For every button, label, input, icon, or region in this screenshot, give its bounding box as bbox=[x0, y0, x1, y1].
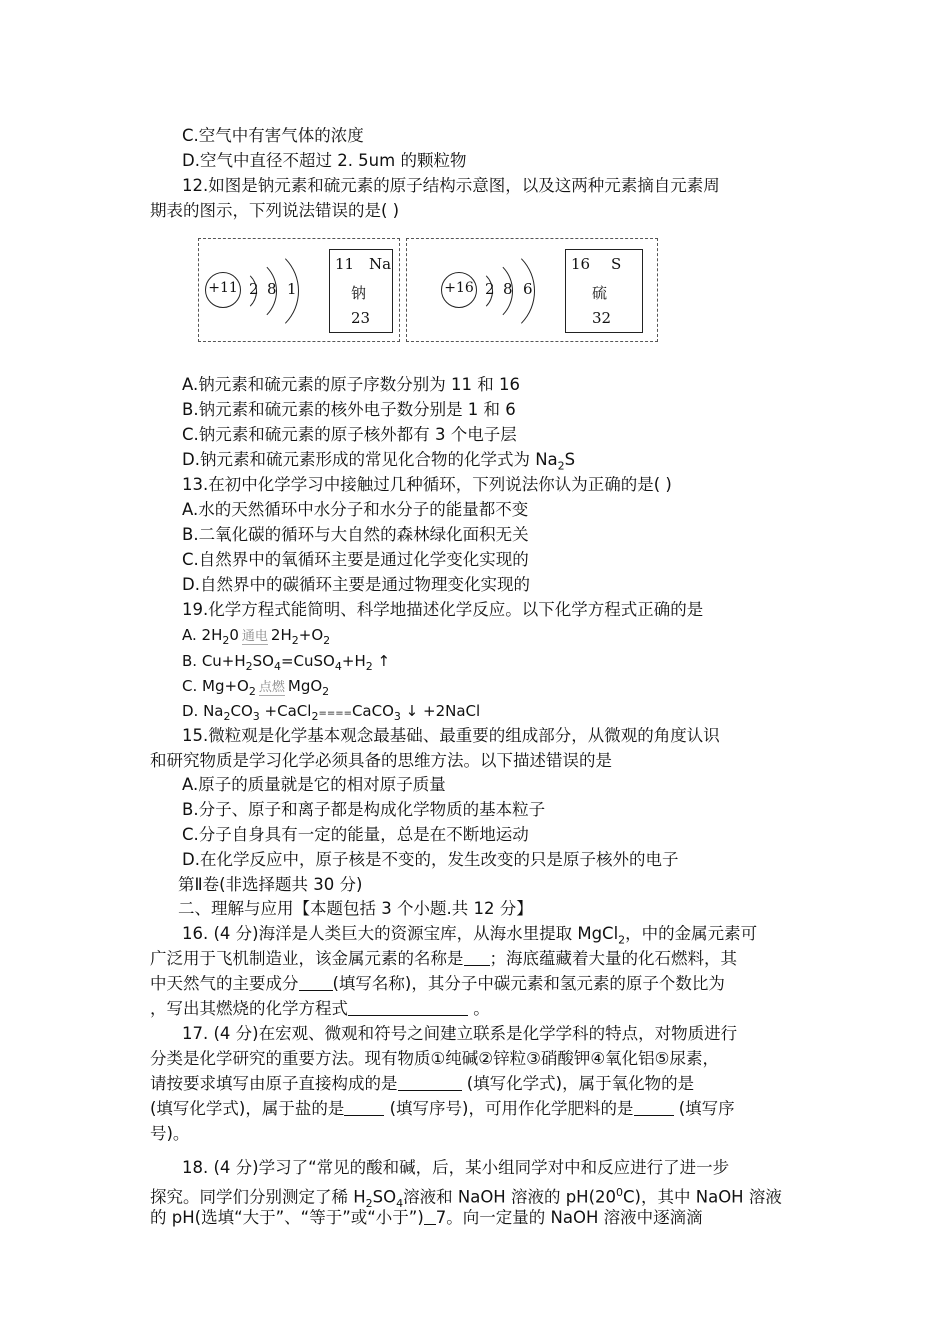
q13-option-b: B.二氧化碳的循环与大自然的森林绿化面积无关 bbox=[182, 525, 529, 544]
option-c-text: C.空气中有害气体的浓度 bbox=[182, 126, 364, 145]
q13-option-d: D.自然界中的碳循环主要是通过物理变化实现的 bbox=[182, 575, 530, 594]
sodium-atomic-mass: 23 bbox=[351, 309, 371, 327]
question-12-line2: 期表的图示，下列说法错误的是( ) bbox=[150, 201, 400, 220]
equation-c: C. $Mg+O_2$ 点燃 MgO$_2$ bbox=[182, 677, 330, 698]
answer-blank-gas-component[interactable] bbox=[299, 974, 333, 991]
question-15-line1: 15.微粒观是化学基本观念最基础、最重要的组成部分，从微观的角度认识 bbox=[182, 726, 720, 745]
sulfur-name: 硫 bbox=[592, 284, 608, 302]
answer-blank-salt[interactable] bbox=[344, 1099, 384, 1116]
sulfur-shell-1-count: 2 bbox=[485, 280, 495, 298]
answer-blank-ph[interactable] bbox=[424, 1208, 436, 1225]
q12-option-c: C.钠元素和硫元素的原子核外都有 3 个电子层 bbox=[182, 425, 517, 444]
q16-line4: ，写出其燃烧的化学方程式 。 bbox=[150, 999, 490, 1018]
option-d-text: D.空气中直径不超过 2. 5um 的颗粒物 bbox=[182, 151, 467, 170]
sulfur-atomic-number: 16 bbox=[571, 255, 591, 273]
q12-option-d: D.钠元素和硫元素形成的常见化合物的化学式为 $Na_2S$ bbox=[182, 450, 576, 473]
q16-line3: 中天然气的主要成分 (填写名称)，其分子中碳元素和氢元素的原子个数比为 bbox=[150, 974, 725, 993]
sulfur-figure-box bbox=[406, 238, 658, 342]
q17-line3: 请按要求填写由原子直接构成的是 (填写化学式)，属于氧化物的是 bbox=[150, 1074, 695, 1093]
q15-option-d: D.在化学反应中，原子核是不变的，发生改变的只是原子核外的电子 bbox=[182, 850, 679, 869]
sodium-nucleus-label: +11 bbox=[208, 280, 238, 296]
sodium-shell-2-count: 8 bbox=[267, 280, 277, 298]
q16-line1: 16. (4 分)海洋是人类巨大的资源宝库，从海水里提取 MgCl$_2$，中的金属元素可 bbox=[182, 924, 758, 947]
q17-line5: 号)。 bbox=[150, 1124, 190, 1143]
part-2-heading: 第Ⅱ卷(非选择题共 30 分) bbox=[178, 875, 363, 894]
q18-line1: 18. (4 分)学习了“常见的酸和碱，后，某小组同学对中和反应进行了进一步 bbox=[182, 1158, 730, 1177]
q18-line3: 的 pH(选填“大于”、“等于”或“小于”) 7。向一定量的 NaOH 溶液中逐滴滴 bbox=[150, 1208, 703, 1227]
question-12-line1: 12.如图是钠元素和硫元素的原子结构示意图，以及这两种元素摘自元素周 bbox=[182, 176, 720, 195]
sodium-shell-3-count: 1 bbox=[287, 280, 297, 298]
q17-line4: (填写化学式)，属于盐的是 (填写序号)，可用作化学肥料的是 (填写序 bbox=[150, 1099, 735, 1118]
sodium-name: 钠 bbox=[351, 284, 367, 302]
sodium-atomic-number: 11 bbox=[335, 255, 355, 273]
sodium-symbol: Na bbox=[369, 255, 392, 273]
q13-option-a: A.水的天然循环中水分子和水分子的能量都不变 bbox=[182, 500, 529, 519]
q12-option-a: A.钠元素和硫元素的原子序数分别为 11 和 16 bbox=[182, 375, 520, 394]
sodium-figure-box bbox=[198, 238, 400, 342]
equation-a: A. $2H_20$ 通电 $2H_2+O_2$ bbox=[182, 626, 331, 647]
sulfur-shell-2-count: 8 bbox=[503, 280, 513, 298]
section-2-heading: 二、理解与应用【本题包括 3 个小题.共 12 分】 bbox=[178, 899, 533, 918]
q15-option-c: C.分子自身具有一定的能量，总是在不断地运动 bbox=[182, 825, 529, 844]
equation-d: D. $Na_2CO_3$ +CaCl$_2$====CaCO$_3$ ↓ +2NaCl bbox=[182, 702, 481, 723]
q12-option-b: B.钠元素和硫元素的核外电子数分别是 1 和 6 bbox=[182, 400, 516, 419]
question-15-line2: 和研究物质是学习化学必须具备的思维方法。以下描述错误的是 bbox=[150, 751, 612, 770]
q15-option-a: A.原子的质量就是它的相对原子质量 bbox=[182, 775, 446, 794]
sulfur-atomic-mass: 32 bbox=[592, 309, 612, 327]
sulfur-nucleus-label: +16 bbox=[444, 280, 474, 296]
answer-blank-atom-substance[interactable] bbox=[398, 1074, 462, 1091]
question-13: 13.在初中化学学习中接触过几种循环，下列说法你认为正确的是( ) bbox=[182, 475, 672, 494]
question-19: 19.化学方程式能简明、科学地描述化学反应。以下化学方程式正确的是 bbox=[182, 600, 704, 619]
q16-line2: 广泛用于飞机制造业，该金属元素的名称是 ；海底蕴藏着大量的化石燃料，其 bbox=[150, 949, 737, 968]
q18-line2: 探究。同学们分别测定了稀 $H_2SO_4$溶液和 NaOH 溶液的 $pH(20^0C)$，其中 NaOH 溶液 bbox=[150, 1186, 782, 1210]
equation-b: B. $Cu+H_2SO_4=CuSO_4+H_2$ ↑ bbox=[182, 652, 391, 673]
answer-blank-metal-name[interactable] bbox=[464, 949, 490, 966]
answer-blank-combustion-equation[interactable] bbox=[348, 999, 468, 1016]
sodium-shell-1-count: 2 bbox=[249, 280, 259, 298]
sulfur-symbol: S bbox=[611, 255, 622, 273]
answer-blank-fertilizer[interactable] bbox=[634, 1099, 674, 1116]
q17-line1: 17. (4 分)在宏观、微观和符号之间建立联系是化学学科的特点，对物质进行 bbox=[182, 1024, 738, 1043]
q17-line2: 分类是化学研究的重要方法。现有物质①纯碱②锌粒③硝酸钾④氧化铝⑤尿素， bbox=[150, 1049, 719, 1068]
sulfur-shell-3-count: 6 bbox=[523, 280, 533, 298]
q15-option-b: B.分子、原子和离子都是构成化学物质的基本粒子 bbox=[182, 800, 546, 819]
q13-option-c: C.自然界中的氧循环主要是通过化学变化实现的 bbox=[182, 550, 529, 569]
